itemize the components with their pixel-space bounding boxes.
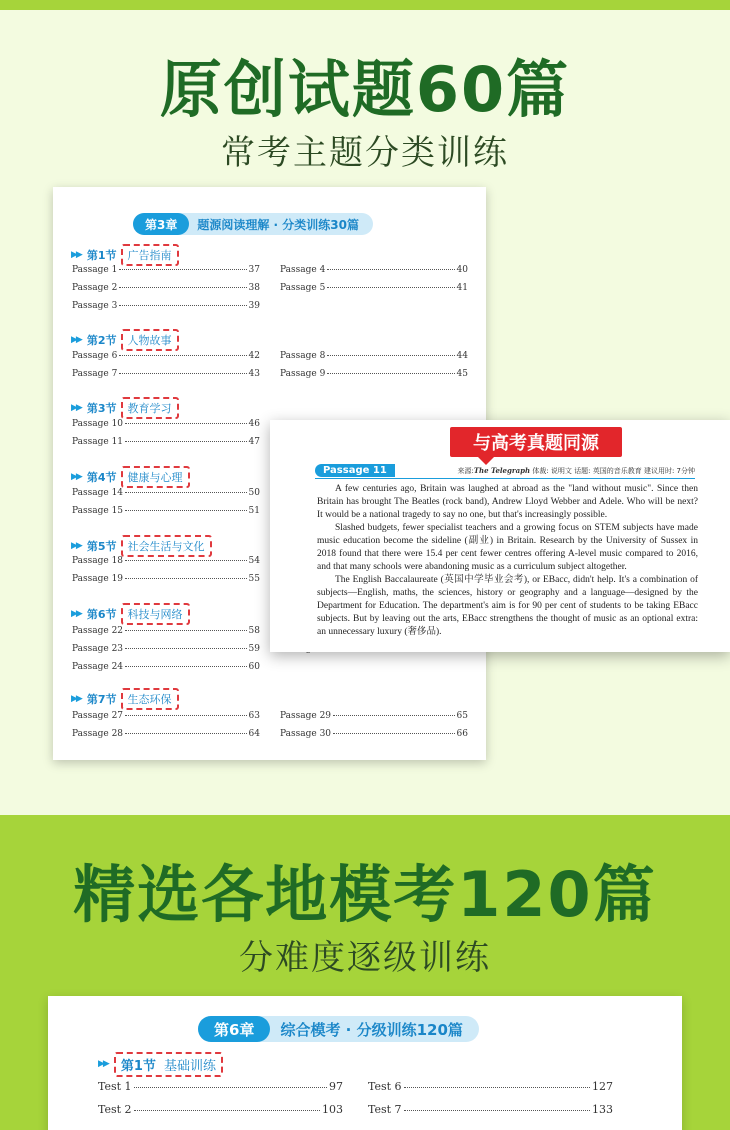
toc-entry[interactable]: Passage 24 60: [72, 662, 260, 672]
toc-entry[interactable]: Passage 8 44: [280, 351, 468, 361]
toc-entry[interactable]: Passage 30 66: [280, 729, 468, 739]
toc-entry[interactable]: Passage 29 65: [280, 711, 468, 721]
double-arrow-icon: ▶▶: [71, 694, 81, 704]
chapter-banner: [198, 1016, 479, 1042]
toc-entry[interactable]: Test 2 103: [98, 1103, 343, 1116]
toc-entry[interactable]: Passage 11 47: [72, 437, 260, 447]
passage-tag: Passage 11: [315, 464, 395, 477]
toc-entry[interactable]: Passage 5 41: [280, 283, 468, 293]
section-name: 社会生活与文化: [121, 535, 212, 557]
passage-paragraph: A few centuries ago, Britain was laughed at abroad as the "land without music". Since then Britain has brought The Beatles (rock band), Andrew Lloyd Webber and Adele. Who will be next? It would be a national tragedy to say no one, but that's increasingly possible.: [317, 484, 698, 520]
double-arrow-icon: ▶▶: [71, 250, 81, 260]
chapter-banner: [133, 213, 373, 235]
section-header: ▶▶ 第4节 健康与心理: [71, 467, 190, 487]
section-name: 第1节 基础训练: [114, 1052, 223, 1077]
chapter-title: 题源阅读理解 · 分类训练30篇: [197, 217, 359, 232]
toc-entry[interactable]: Passage 7 43: [72, 369, 260, 379]
passage-header: [315, 463, 695, 479]
passage-meta: 来源:The Telegraph 体裁: 说明文 话题: 英国的音乐教育 建议用时: 7分钟: [457, 465, 695, 475]
toc-entry[interactable]: Passage 2 38: [72, 283, 260, 293]
double-arrow-icon: ▶▶: [71, 609, 81, 619]
toc-entry[interactable]: Passage 3 39: [72, 301, 260, 311]
top-accent-bar: [0, 0, 730, 10]
toc-entry[interactable]: Passage 9 45: [280, 369, 468, 379]
double-arrow-icon: ▶▶: [71, 541, 81, 551]
section-name: 广告指南: [121, 244, 179, 266]
toc-entry[interactable]: Passage 22 58: [72, 626, 260, 636]
toc-entry[interactable]: Passage 15 51: [72, 506, 260, 516]
section-name: 科技与网络: [121, 603, 190, 625]
toc-entry[interactable]: Test 1 97: [98, 1080, 343, 1093]
passage-text: [317, 483, 698, 639]
passage-paragraph: The English Baccalaureate (英国中学毕业会考), or EBacc, didn't help. It's a combination of subjects—English, maths, the sciences, history or geography and a language—designed by the Department for Education. The department's aim is for 90 per cent of students to be taking EBacc subjects. But by leaving out the arts, EBacc strengthens the thought of music as an optional extra: an unnecessary luxury (奢侈品).: [317, 575, 698, 637]
toc-entry[interactable]: Passage 27 63: [72, 711, 260, 721]
toc-entry[interactable]: Passage 18 54: [72, 556, 260, 566]
double-arrow-icon: ▶▶: [98, 1059, 108, 1069]
chapter-tag: 第3章: [133, 213, 189, 235]
section2-subheading: 分难度逐级训练: [239, 938, 491, 978]
toc-entry[interactable]: Passage 28 64: [72, 729, 260, 739]
toc-entry[interactable]: Passage 14 50: [72, 488, 260, 498]
chapter-title: 综合模考 · 分级训练120篇: [280, 1020, 463, 1039]
section-header: [98, 1054, 223, 1074]
section-name: 健康与心理: [121, 466, 190, 488]
section-header: ▶▶ 第3节 教育学习: [71, 398, 179, 418]
chapter-tag: 第6章: [198, 1016, 270, 1042]
section-header: ▶▶ 第7节 生态环保: [71, 689, 179, 709]
toc-entry[interactable]: Test 6 127: [368, 1080, 613, 1093]
section2-heading: 精选各地模考120篇: [73, 858, 657, 931]
double-arrow-icon: ▶▶: [71, 403, 81, 413]
same-source-badge: 与高考真题同源: [450, 427, 622, 457]
toc-entry[interactable]: Test 7 133: [368, 1103, 613, 1116]
toc-entry[interactable]: Passage 1 37: [72, 265, 260, 275]
toc-page-preview-2: [48, 996, 682, 1130]
toc-entry[interactable]: Passage 10 46: [72, 419, 260, 429]
toc-entry[interactable]: Passage 23 59: [72, 644, 260, 654]
toc-entry[interactable]: Passage 6 42: [72, 351, 260, 361]
section-name: 生态环保: [121, 688, 179, 710]
toc-entry[interactable]: Passage 4 40: [280, 265, 468, 275]
double-arrow-icon: ▶▶: [71, 472, 81, 482]
section-name: 教育学习: [121, 397, 179, 419]
section-header: ▶▶ 第5节 社会生活与文化: [71, 536, 212, 556]
section-name: 人物故事: [121, 329, 179, 351]
section1-subheading: 常考主题分类训练: [221, 133, 509, 173]
toc-entry[interactable]: Passage 19 55: [72, 574, 260, 584]
passage-paragraph: Slashed budgets, fewer specialist teachers and a growing focus on STEM subjects have made music education become the sideline (副业) in Britain. Research by the University of Sussex in 2018 found that there were 15.4 per cent fewer centres offering A-level music compared to 2016, and that many schools were abandoning music as a curriculum subject altogether.: [317, 523, 698, 572]
section-header: ▶▶ 第2节 人物故事: [71, 330, 179, 350]
section-header: ▶▶ 第6节 科技与网络: [71, 604, 190, 624]
section-header: ▶▶ 第1节 广告指南: [71, 245, 179, 265]
double-arrow-icon: ▶▶: [71, 335, 81, 345]
section1-heading: 原创试题60篇: [159, 53, 571, 126]
